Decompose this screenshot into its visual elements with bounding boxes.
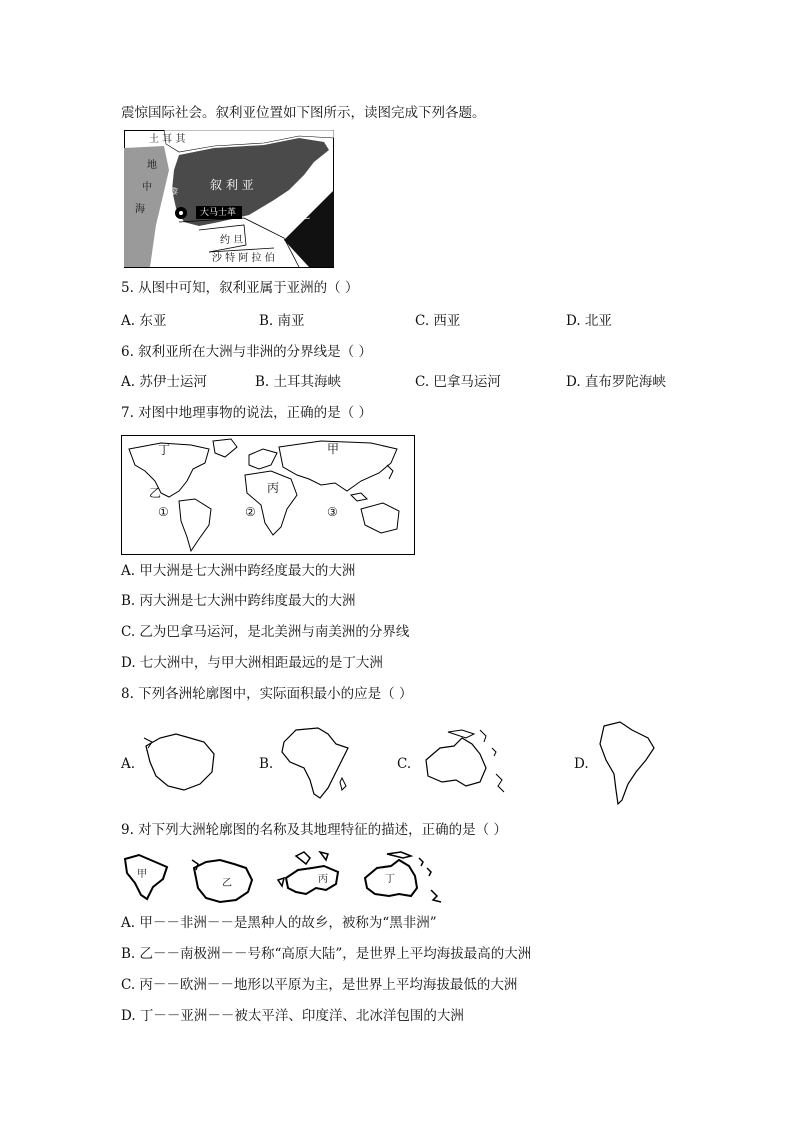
label-ding: 丁 — [158, 443, 171, 457]
label-ocean-1: ① — [158, 505, 169, 519]
q7-option-d[interactable]: D. 七大洲中，与甲大洲相距最远的是丁大洲 — [121, 655, 383, 671]
label-syria: 叙 利 亚 — [210, 178, 254, 192]
label-yi: 乙 — [149, 486, 162, 500]
q8-option-a[interactable]: A. — [121, 756, 136, 772]
label-med-3: 海 — [135, 204, 145, 215]
label-jordan: 约 旦 — [220, 235, 244, 246]
q5-option-c[interactable]: C. 西亚 — [415, 313, 461, 329]
world-map — [121, 435, 415, 555]
q8-option-d[interactable]: D. — [574, 756, 589, 772]
shape-jia — [121, 853, 171, 903]
q8-option-c[interactable]: C. — [397, 756, 412, 772]
shape-label-yi: 乙 — [222, 878, 232, 889]
label-ocean-2: ② — [245, 505, 256, 519]
q6-option-c[interactable]: C. 巴拿马运河 — [415, 374, 501, 390]
q8-stem: 8. 下列各洲轮廓图中，实际面积最小的应是（ ） — [121, 686, 413, 702]
label-bing: 丙 — [267, 481, 280, 495]
label-lebanon-2: 巴 — [166, 197, 174, 206]
q6-option-d[interactable]: D. 直布罗陀海峡 — [566, 374, 666, 390]
q9-option-a[interactable]: A. 甲－－非洲－－是黑种人的故乡，被称为“黑非洲” — [121, 915, 437, 931]
syria-location-map — [124, 130, 334, 268]
q5-option-b[interactable]: B. 南亚 — [259, 313, 305, 329]
label-ocean-3: ③ — [327, 505, 338, 519]
q5-stem: 5. 从图中可知，叙利亚属于亚洲的（ ） — [121, 280, 359, 296]
label-jia: 甲 — [327, 442, 340, 456]
label-med-1: 地 — [147, 160, 157, 171]
shape-label-jia: 甲 — [137, 869, 147, 880]
shape-bing — [276, 850, 342, 902]
q9-option-d[interactable]: D. 丁－－亚洲－－被太平洋、印度洋、北冰洋包围的大洲 — [121, 1008, 464, 1024]
label-damascus: 大马士革 — [200, 208, 237, 218]
shape-yi — [190, 856, 254, 904]
australia-outline — [418, 724, 518, 798]
q5-option-d[interactable]: D. 北亚 — [566, 313, 612, 329]
label-lebanon-3: 嫩 — [166, 206, 174, 215]
africa-outline — [278, 724, 352, 802]
shape-ding — [361, 850, 453, 904]
label-med-2: 中 — [142, 182, 152, 193]
q8-option-b[interactable]: B. — [259, 756, 274, 772]
label-iraq: 伊 拉 克 — [270, 208, 310, 221]
q9-stem: 9. 对下列大洲轮廓图的名称及其地理特征的描述，正确的是（ ） — [121, 822, 507, 838]
label-saudi: 沙 特 阿 拉 伯 — [212, 253, 275, 264]
shape-label-ding: 丁 — [385, 874, 395, 885]
q5-option-a[interactable]: A. 东亚 — [121, 313, 167, 329]
q9-option-b[interactable]: B. 乙－－南极洲－－号称“高原大陆”，是世界上平均海拔最高的大洲 — [121, 946, 532, 962]
antarctica-outline — [140, 728, 220, 794]
label-lebanon-1: 黎 — [170, 187, 178, 196]
q7-option-c[interactable]: C. 乙为巴拿马运河，是北美洲与南美洲的分界线 — [121, 624, 410, 640]
q6-option-b[interactable]: B. 土耳其海峡 — [255, 374, 342, 390]
q9-option-c[interactable]: C. 丙－－欧洲－－地形以平原为主，是世界上平均海拔最低的大洲 — [121, 977, 518, 993]
south-america-outline — [596, 720, 658, 806]
label-turkey: 土 耳 其 — [149, 134, 186, 145]
intro-text: 震惊国际社会。叙利亚位置如下图所示，读图完成下列各题。 — [121, 105, 486, 121]
q7-option-a[interactable]: A. 甲大洲是七大洲中跨经度最大的大洲 — [121, 563, 356, 579]
q6-stem: 6. 叙利亚所在大洲与非洲的分界线是（ ） — [121, 344, 372, 360]
q7-stem: 7. 对图中地理事物的说法，正确的是（ ） — [121, 405, 372, 421]
q7-option-b[interactable]: B. 丙大洲是七大洲中跨纬度最大的大洲 — [121, 593, 356, 609]
shape-label-bing: 丙 — [318, 874, 328, 885]
q6-option-a[interactable]: A. 苏伊士运河 — [121, 374, 207, 390]
